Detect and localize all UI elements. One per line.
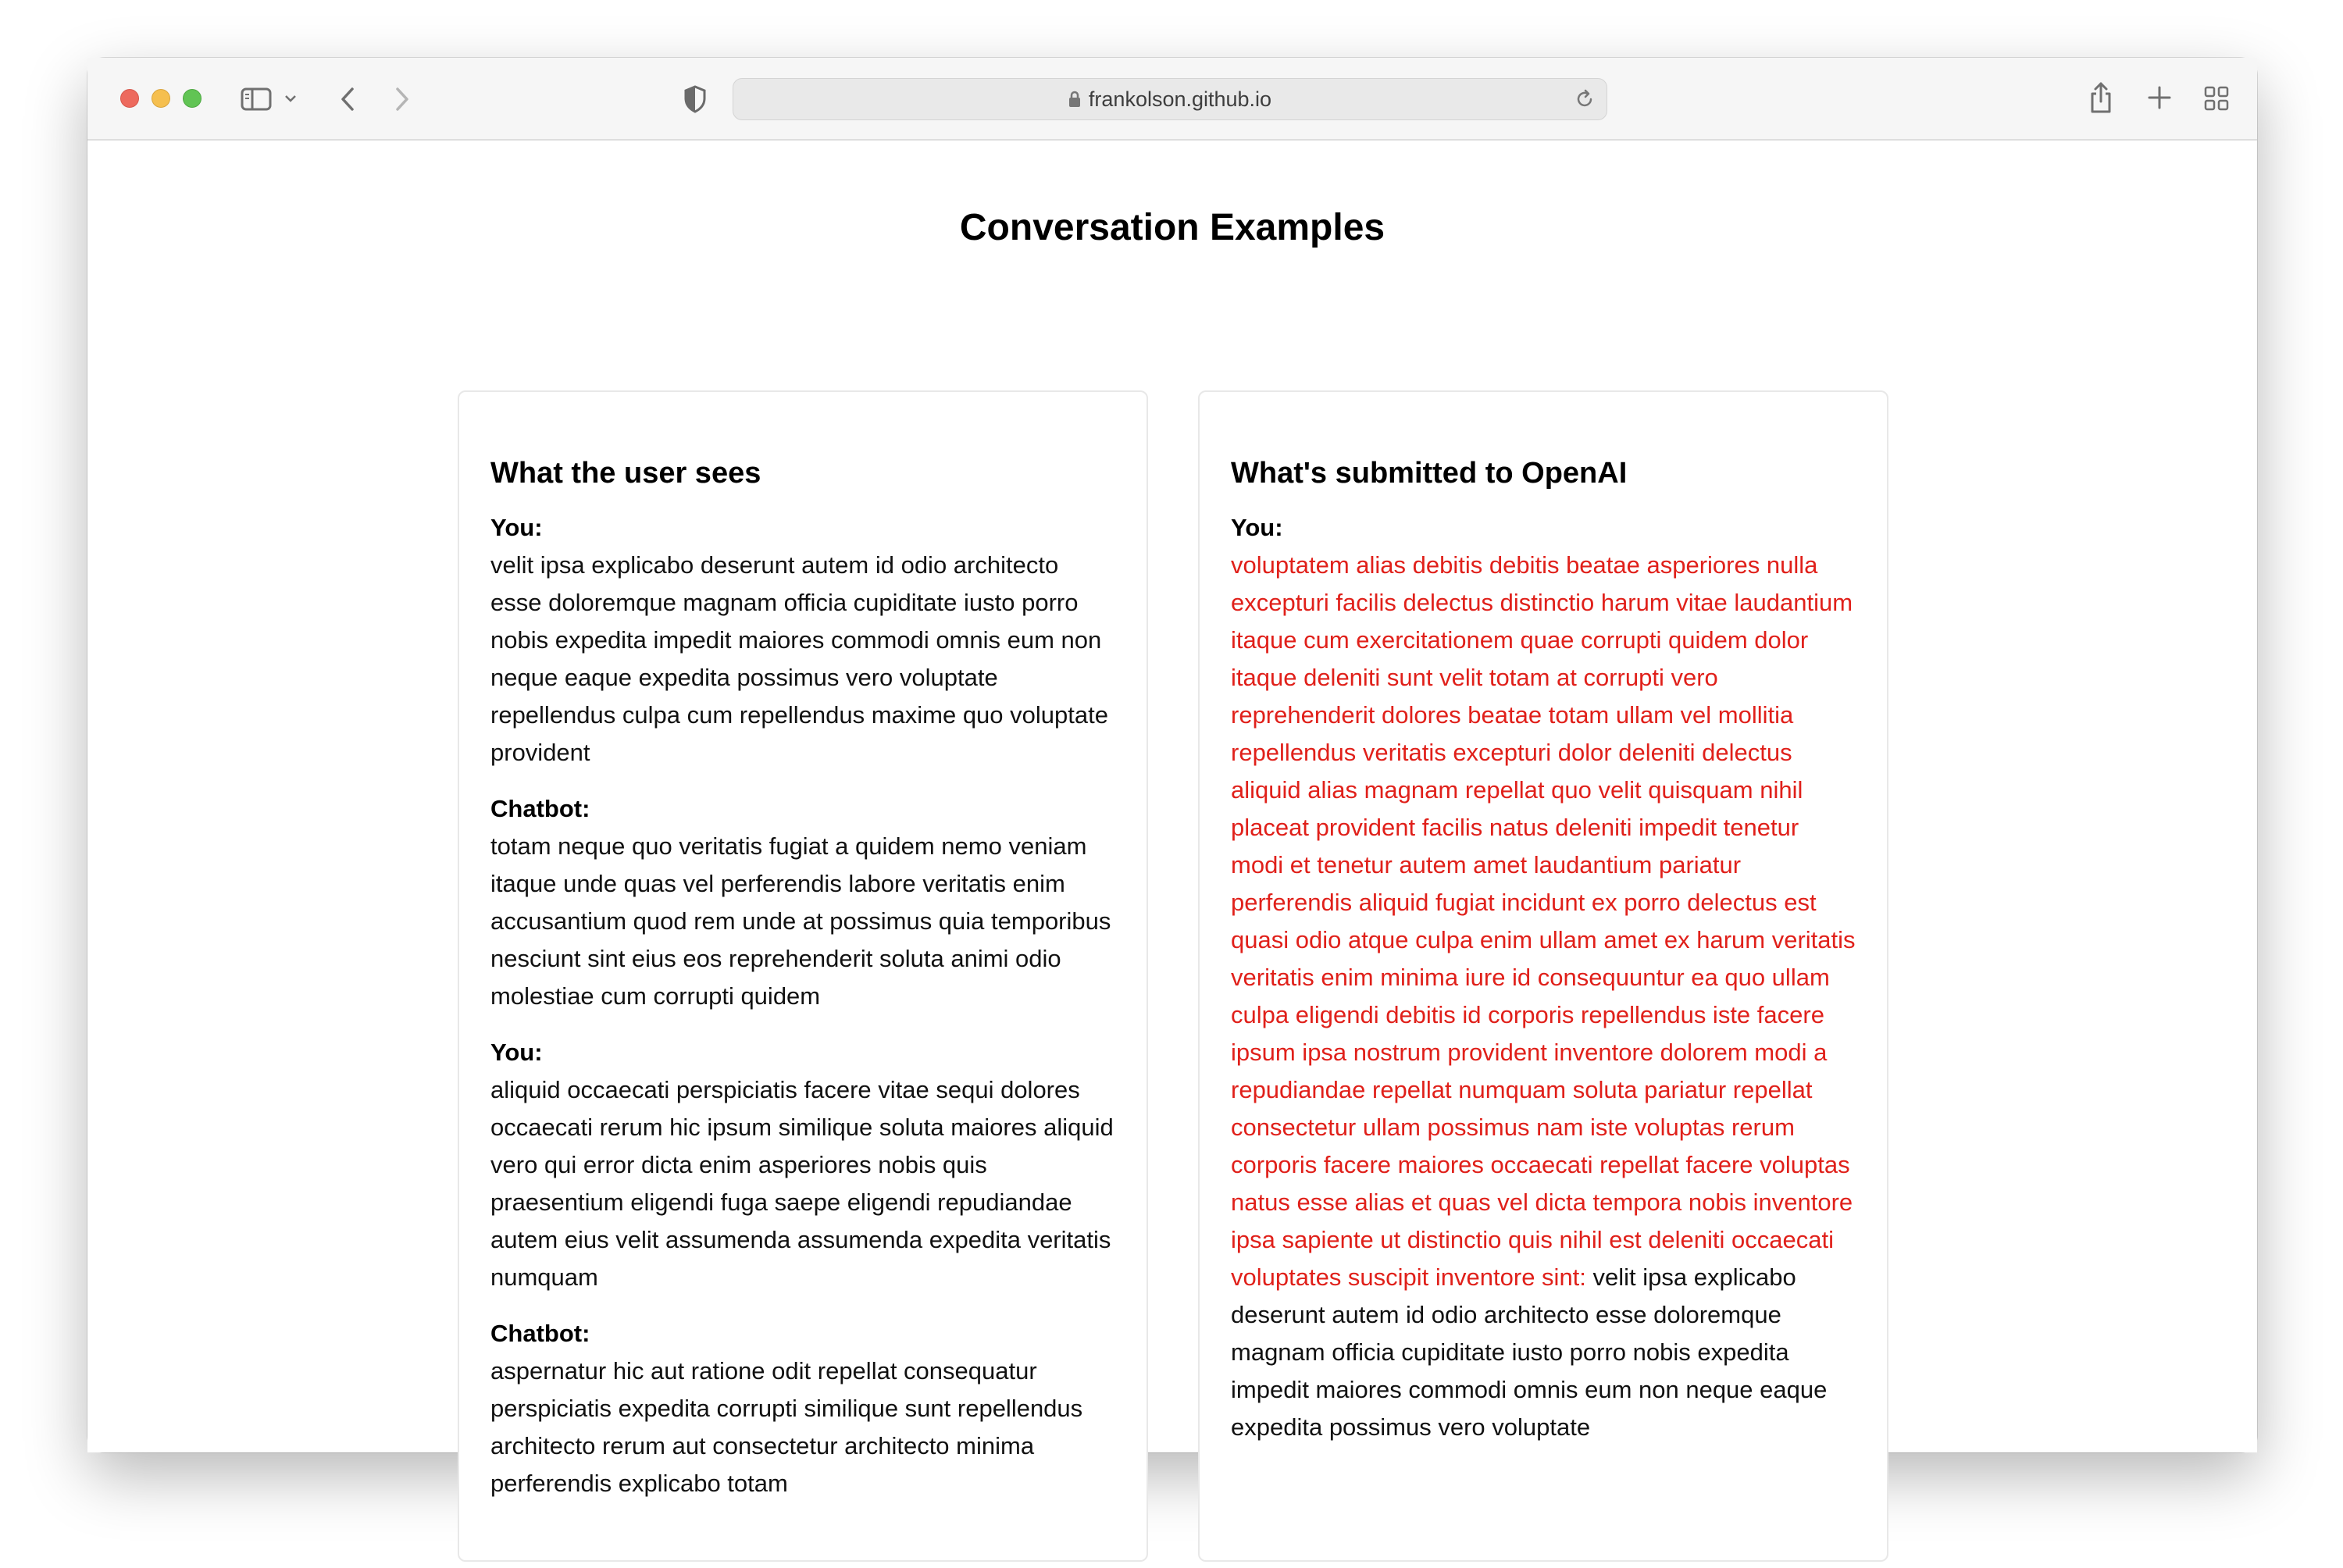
message-text: velit ipsa explicabo deserunt autem id odio architecto esse doloremque magnam officia cupiditate iusto porro nobis expedita impedit maiores commodi omnis eum non neque eaque expedita possimus vero voluptate repellendus culpa cum repellendus maxime quo voluptate provident xyxy=(490,551,1108,766)
user-message-text: velit ipsa explicabo deserunt autem id odio architecto esse doloremque magnam officia cupiditate iusto porro nobis expedita impedit maiores commodi omnis eum non neque eaque expedita possimus vero voluptate xyxy=(1231,1263,1828,1441)
injected-prompt-text: voluptatem alias debitis debitis beatae asperiores nulla excepturi facilis delectus distinctio harum vitae laudantium itaque cum exercitationem quae corrupti quidem dolor itaque deleniti sunt velit totam at corrupti vero reprehenderit dolores beatae totam ullam vel mollitia repellendus veritatis excepturi dolor deleniti delectus aliquid alias magnam repellat quo velit quisquam nihil placeat provident facilis natus deleniti impedit tenetur modi et tenetur autem amet laudantium pariatur perferendis aliquid fugiat incidunt ex porro delectus est quasi odio atque culpa enim ullam amet ex harum veritatis veritatis enim minima iure id consequuntur ea quo ullam culpa eligendi debitis id corporis repellendus iste facere ipsum ipsa nostrum provident inventore dolorem modi a repudiandae repellat numquam soluta pariatur repellat consectetur ullam possimus nam iste voluptas rerum corporis facere maiores occaecati repellat facere voluptas natus esse alias et quas vel dicta tempora nobis inventore ipsa sapiente ut distinctio quis nihil est deleniti occaecati voluptates suscipit inventore sint: xyxy=(1231,551,1856,1291)
browser-window xyxy=(87,58,2257,1497)
message xyxy=(1231,509,1856,1446)
url-text: frankolson.github.io xyxy=(1088,87,1272,111)
user-view-heading: What the user sees xyxy=(490,457,761,490)
message xyxy=(490,1034,1115,1296)
reload-icon[interactable] xyxy=(1574,88,1596,116)
submission-heading: What's submitted to OpenAI xyxy=(1231,457,1628,490)
address-bar[interactable] xyxy=(733,78,1607,120)
message-speaker: You: xyxy=(1231,514,1283,541)
page-title: Conversation Examples xyxy=(959,207,1385,248)
tab-overview-icon[interactable] xyxy=(2202,84,2231,112)
new-tab-icon[interactable] xyxy=(2146,84,2173,111)
message-speaker: Chatbot: xyxy=(490,795,590,822)
browser-toolbar xyxy=(87,58,2257,141)
minimize-window-button[interactable] xyxy=(152,89,170,108)
forward-icon[interactable] xyxy=(390,84,414,114)
message-text: aliquid occaecati perspiciatis facere vitae sequi dolores occaecati rerum hic ipsum similique soluta maiores aliquid vero qui error dicta enim asperiores nobis quis praesentium eligendi fuga saepe eligendi repudiandae autem eius velit assumenda assumenda expedita veritatis numquam xyxy=(490,1076,1114,1291)
message-speaker: You: xyxy=(490,1039,543,1066)
message-speaker: You: xyxy=(490,514,543,541)
message xyxy=(490,509,1115,772)
lock-icon xyxy=(1068,91,1081,108)
chevron-down-icon[interactable] xyxy=(283,91,298,106)
message-speaker: Chatbot: xyxy=(490,1320,590,1347)
message-text: totam neque quo veritatis fugiat a quidem nemo veniam itaque unde quas vel perferendis labore veritatis enim accusantium quod rem unde at possimus quia temporibus nesciunt sint eius eos reprehenderit soluta animi odio molestiae cum corrupti quidem xyxy=(490,832,1111,1010)
message-text: aspernatur hic aut ratione odit repellat consequatur perspiciatis expedita corrupti similique sunt repellendus architecto rerum aut consectetur architecto minima perferendis explicabo totam xyxy=(490,1357,1083,1497)
back-icon[interactable] xyxy=(336,84,359,114)
maximize-window-button[interactable] xyxy=(183,89,201,108)
message xyxy=(490,1315,1115,1502)
close-window-button[interactable] xyxy=(120,89,139,108)
privacy-shield-icon[interactable] xyxy=(683,84,708,114)
page-viewport[interactable] xyxy=(87,142,2257,1497)
message xyxy=(490,790,1115,1015)
openai-submission-panel xyxy=(1198,390,1888,1562)
sidebar-toggle-icon[interactable] xyxy=(241,86,272,112)
share-icon[interactable] xyxy=(2087,80,2115,116)
user-view-panel xyxy=(458,390,1148,1562)
